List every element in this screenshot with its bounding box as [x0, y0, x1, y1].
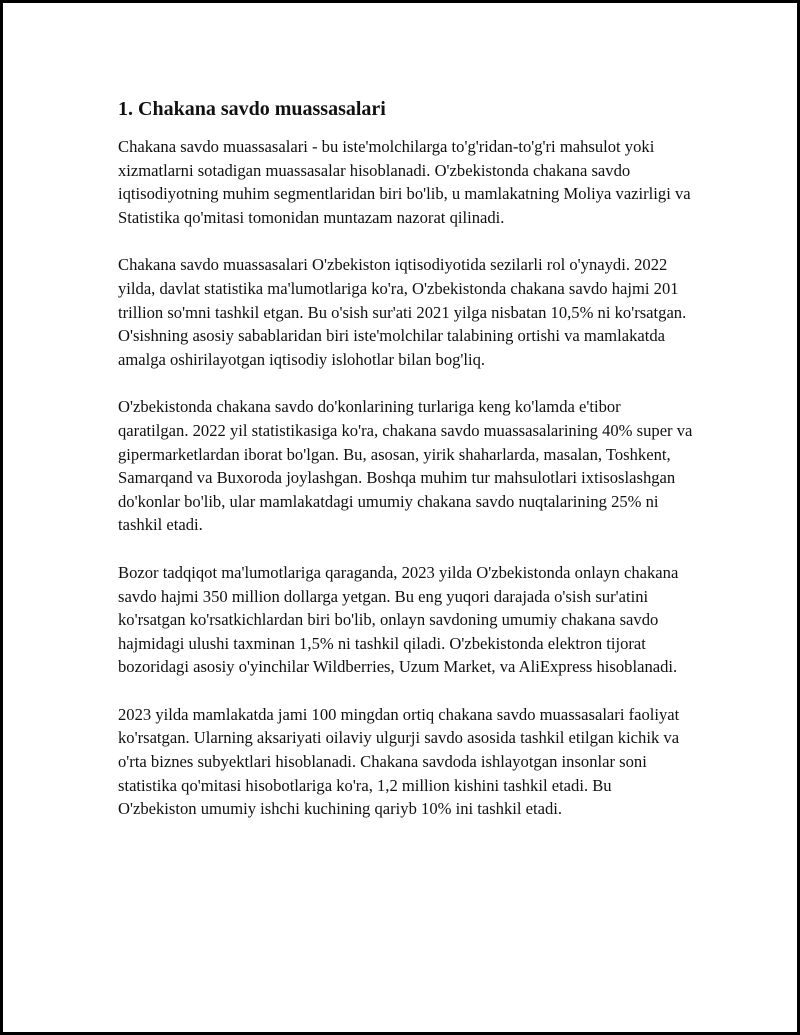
paragraph-5: 2023 yilda mamlakatda jami 100 mingdan ortiq chakana savdo muassasalari faoliyat ko'rsatgan. Ularning aksariyati oilaviy ulgurji savdo asosida tashkil etilgan kichik va o'rta biznes subyektlari hisoblanadi. Chakana savdoda ishlayotgan insonlar soni statistika qo'mitasi hisobotlariga ko'ra, 1,2 million kishini tashkil etadi. Bu O'zbekiston umumiy ishchi kuchining qariyb 10% ini tashkil etadi.	[118, 704, 680, 819]
document-body	[118, 95, 693, 845]
paragraph-1: Chakana savdo muassasalari - bu iste'molchilarga to'g'ridan-to'g'ri mahsulot yoki xizmatlarni sotadigan muassasalar hisoblanadi. O'zbekistonda chakana savdo iqtisodiyotning muhim segmentlaridan biri bo'lib, u mamlakatning Moliya vazirligi va Statistika qo'mitasi tomonidan muntazam nazorat qilinadi.	[118, 137, 691, 227]
section-heading: 1. Chakana savdo muassasalari	[118, 98, 386, 120]
paragraph-2: Chakana savdo muassasalari O'zbekiston iqtisodiyotida sezilarli rol o'ynaydi. 2022 yilda, davlat statistika ma'lumotlariga ko'ra, O'zbekistonda chakana savdo hajmi 201 trillion so'mni tashkil etgan. Bu o'sish sur'ati 2021 yilga nisbatan 10,5% ni ko'rsatgan. O'sishning asosiy sabablaridan biri iste'molchilar talabining ortishi va mamlakatda amalga oshirilayotgan iqtisodiy islohotlar bilan bog'liq.	[118, 255, 687, 369]
paragraph-3: O'zbekistonda chakana savdo do'konlarining turlariga keng ko'lamda e'tibor qaratilgan. 2022 yil statistikasiga ko'ra, chakana savdo muassasalarining 40% super va gipermarketlardan iborat bo'lgan. Bu, asosan, yirik shaharlarda, masalan, Toshkent, Samarqand va Buxoroda joylashgan. Boshqa muhim tur mahsulotlari ixtisoslashgan do'konlar bo'lib, ular mamlakatdagi umumiy chakana savdo nuqtalarining 25% ni tashkil etadi.	[118, 397, 693, 535]
paragraph-4: Bozor tadqiqot ma'lumotlariga qaraganda, 2023 yilda O'zbekistonda onlayn chakana savdo hajmi 350 million dollarga yetgan. Bu eng yuqori darajada o'sish sur'atini ko'rsatgan ko'rsatkichlardan biri bo'lib, onlayn savdoning umumiy chakana savdo hajmidagi ulushi taxminan 1,5% ni tashkil qiladi. O'zbekistonda elektron tijorat bozoridagi asosiy o'yinchilar Wildberries, Uzum Market, va AliExpress hisoblanadi.	[118, 562, 679, 677]
